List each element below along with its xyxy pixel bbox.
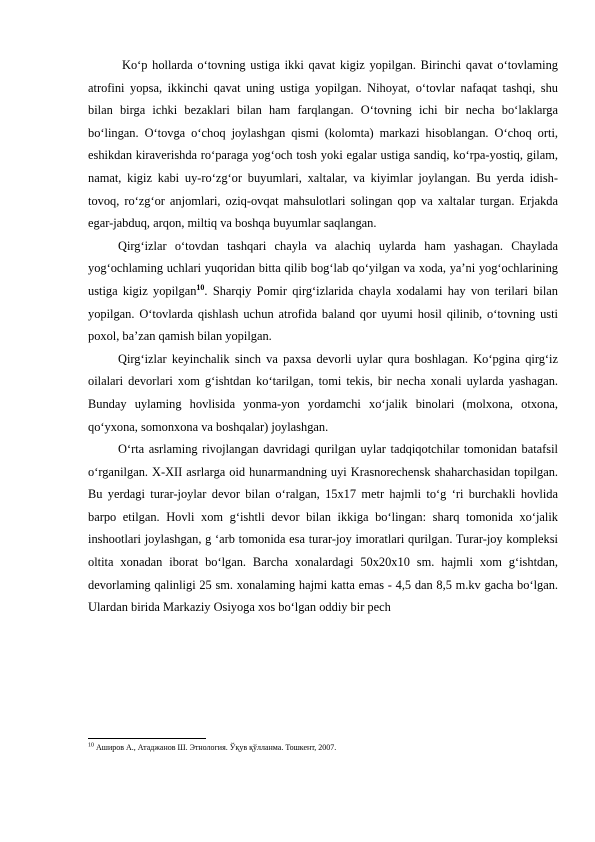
paragraph-text: Qirg‘izlar o‘tovdan tashqari chayla va alachiq uylarda ham yashagan. Chaylada yog‘ochlaming uchlari yuqoridan bitta qilib bog‘lab qo‘yilgan va xoda, ya’ni yog‘ochlarining ustiga kigiz yopilgan [88, 238, 558, 298]
paragraph-medieval-houses: O‘rta asrlaming rivojlangan davridagi qurilgan uylar tadqiqotchilar tomonidan batafsil o‘rganilgan. X-XII asrlarga oid hunarmandning uyi Krasnorechensk shaharchasidan topilgan. Bu yerdagi turar-joylar devor bilan o‘ralgan, 15x17 metr hajmli to‘g ‘ri burchakli hovlida barpo etilgan. Hovli xom g‘ishtli devor bilan ikkiga bo‘lingan: sharq tomonida xo‘jalik inshootlari joylashgan, g ‘arb tomonida esa turar-joy imoratlari qurilgan. Turar-joy kompleksi oltita xonadan iborat bo‘lgan. Barcha xonalardagi 50x20x10 sm. hajmli xom g‘ishtdan, devorlaming qalinligi 25 sm. xonalaming hajmi katta emas - 4,5 dan 8,5 m.kv gacha bo‘lgan. Ulardan birida Markaziy Osiyoga xos bo‘lgan oddiy bir pech [88, 442, 558, 615]
document-body [88, 54, 558, 619]
footnote [88, 742, 558, 753]
footnote-text: Аширов А., Атаджанов Ш. Этнология. Ўқув қўлланма. Тошкент, 2007. [94, 743, 337, 752]
footnote-number: 10 [88, 742, 94, 749]
footnote-reference[interactable]: 10 [196, 282, 205, 292]
footnote-divider [88, 738, 206, 739]
paragraph-sinch-paxsa-houses: Qirg‘izlar keyinchalik sinch va paxsa devorli uylar qura boshlagan. Ko‘pgina qirg‘iz oilalari devorlari xom g‘ishtdan ko‘tarilgan, tomi tekis, bir necha xonali uylarda yashagan. Bunday uylaming hovlisida yonma-yon yordamchi xo‘jalik binolari (molxona, otxona, qo‘yxona, somonxona va boshqalar) joylashgan. [88, 351, 558, 434]
paragraph-chayla-alachiq [88, 235, 558, 348]
paragraph-yurt-covering: Ko‘p hollarda o‘tovning ustiga ikki qavat kigiz yopilgan. Birinchi qavat o‘tovlaming atrofini yopsa, ikkinchi qavat uning ustiga yopilgan. Nihoyat, o‘tovlar nafaqat tashqi, shu bilan birga ichki bezaklari bilan ham farqlangan. O‘tovning ichi bir necha bo‘laklarga bo‘lingan. O‘tovga o‘choq joylashgan qismi (kolomta) markazi hisoblangan. O‘choq orti, eshikdan kiraverishda ro‘paraga yog‘och tosh yoki egalar ustiga sandiq, ko‘rpa-yostiq, gilam, namat, kigiz kabi uy-ro‘zg‘or buyumlari, xaltalar, va kiyimlar joylangan. Bu yerda idish-tovoq, ro‘zg‘or anjomlari, oziq-ovqat mahsulotlari solingan qop va xaltalar turgan. Erjakda egar-jabduq, arqon, miltiq va boshqa buyumlar saqlangan. [88, 58, 558, 231]
paragraph-text: . Sharqiy Pomir qirg‘izlarida chayla xodalami hay von terilari bilan yopilgan. O‘tovlarda qishlash uchun atrofida baland qor uyumi hosil qilinib, o‘tovning usti poxol, ba’zan qamish bilan yopilgan. [88, 283, 558, 344]
